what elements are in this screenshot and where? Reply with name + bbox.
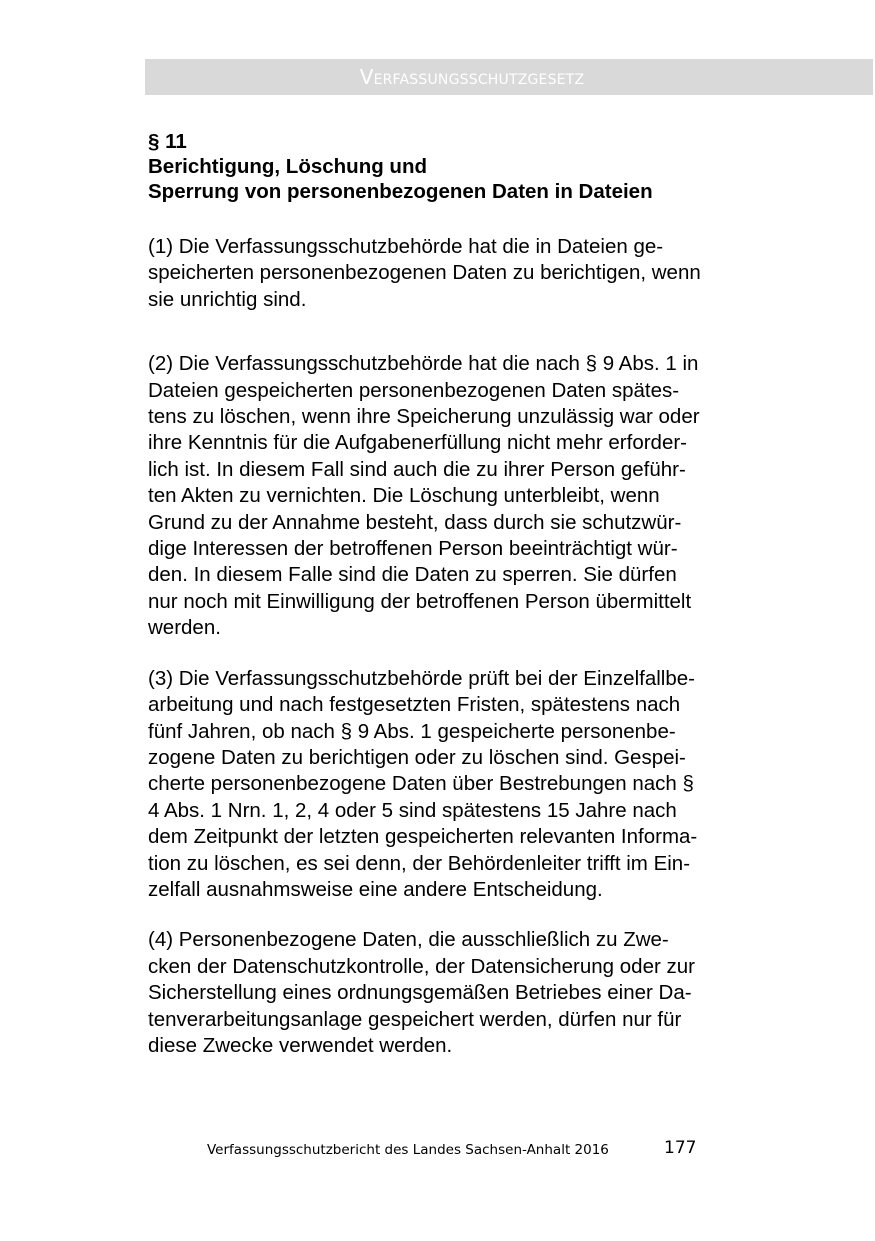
section-heading	[148, 129, 773, 204]
paragraph-4: (4) Personenbezogene Daten, die ausschließlich zu Zwe- cken der Datenschutzkontrolle, der Datensicherung oder zur Sicherstellung eines ordnungsgemäßen Betriebes einer Da- tenverarbeitungsanlage gespeichert werden, dürfen nur für diese Zwecke verwendet werden.	[148, 928, 695, 1057]
document-body	[148, 129, 773, 1059]
paragraph-1: (1) Die Verfassungsschutzbehörde hat die in Dateien ge- speicherten personenbezogenen Daten zu berichtigen, wenn sie unrichtig sind.	[148, 235, 701, 311]
section-number: § 11	[148, 130, 187, 153]
paragraph-3: (3) Die Verfassungsschutzbehörde prüft bei der Einzelfallbe- arbeitung und nach festgesetzten Fristen, spätestens nach fünf Jahren, ob nach § 9 Abs. 1 gespeicherte personenbe- zogene Daten zu berichtigen oder zu löschen sind. Gespei- cherte personenbezogene Daten über Bestrebungen nach § 4 Abs. 1 Nrn. 1, 2, 4 oder 5 sind spätestens 15 Jahre nach dem Zeitpunkt der letzten gespeicherten relevanten Informa- tion zu löschen, es sei denn, der Behördenleiter trifft im Ein- zelfall ausnahmsweise eine andere Entscheidung.	[148, 666, 698, 901]
running-header-title: Verfassungsschutzgesetz	[359, 65, 585, 89]
footer-publication-title: Verfassungsschutzbericht des Landes Sachsen-Anhalt 2016	[207, 1142, 609, 1158]
running-header-bar	[145, 59, 873, 95]
page-number: 177	[664, 1138, 697, 1158]
section-title-line-2: Sperrung von personenbezogenen Daten in Dateien	[148, 180, 653, 203]
section-title-line-1: Berichtigung, Löschung und	[148, 155, 428, 178]
paragraph-2: (2) Die Verfassungsschutzbehörde hat die nach § 9 Abs. 1 in Dateien gespeicherten personenbezogenen Daten spätes- tens zu löschen, wenn ihre Speicherung unzulässig war oder ihre Kenntnis für die Aufgabenerfüllung nicht mehr erforder- lich ist. In diesem Fall sind auch die zu ihrer Person geführ- ten Akten zu vernichten. Die Löschung unterbleibt, wenn Grund zu der Annahme besteht, dass durch sie schutzwür- dige Interessen der betroffenen Person beeinträchtigt wür- den. In diesem Falle sind die Daten zu sperren. Sie dürfen nur noch mit Einwilligung der betroffenen Person übermittelt werden.	[148, 352, 700, 640]
